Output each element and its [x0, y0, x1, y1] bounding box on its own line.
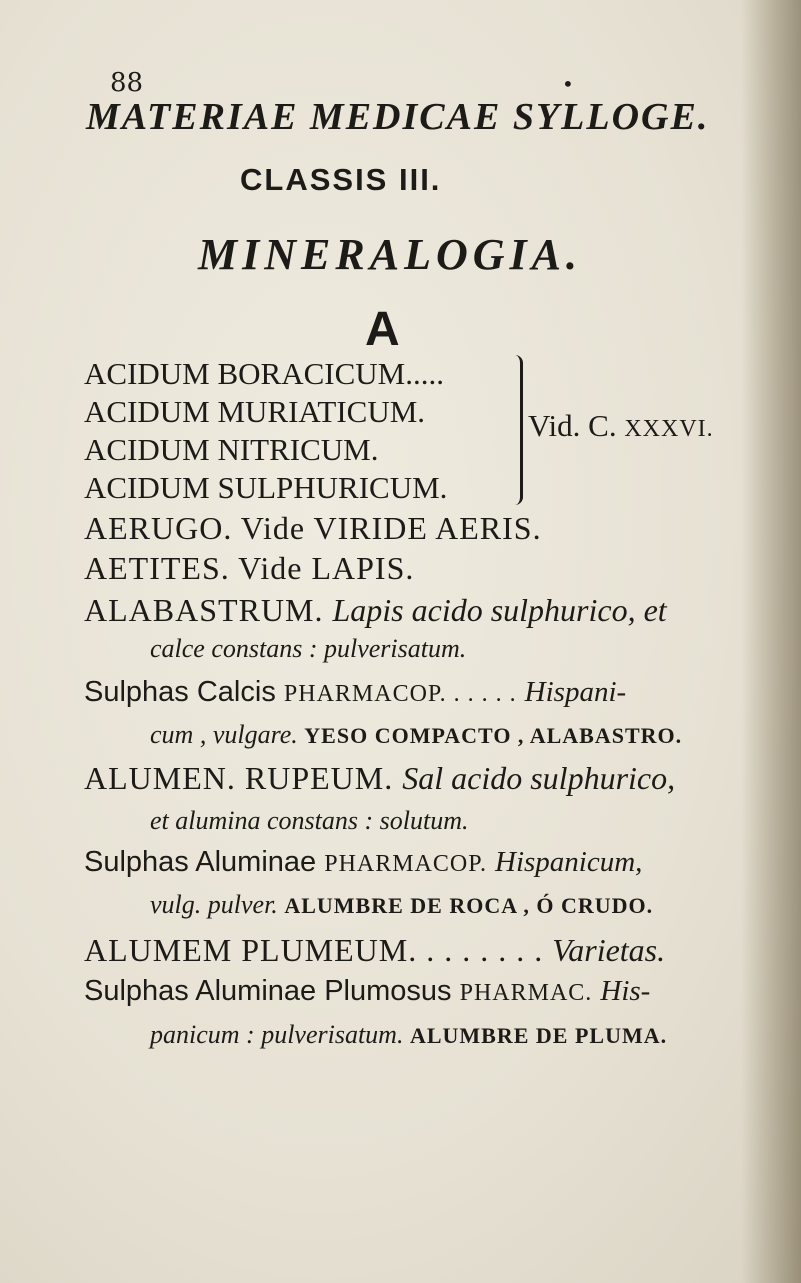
running-head: MATERIAE MEDICAE SYLLOGE.	[86, 96, 710, 138]
alumen-desc-line2	[150, 806, 469, 836]
alumen-hisp: Hispanicum,	[495, 846, 643, 878]
acid-item-sulphuricum: ACIDUM SULPHURICUM.	[84, 470, 448, 505]
entry-aetites: AETITES. Vide LAPIS.	[84, 550, 415, 586]
acid-item-nitricum: ACIDUM NITRICUM.	[84, 432, 379, 467]
alumem-pharm: PHARMAC.	[459, 980, 593, 1006]
alumen-spanish-name: ALUMBRE DE ROCA , Ó CRUDO.	[284, 893, 654, 918]
alumen-vulgare: vulg. pulver.	[150, 890, 278, 919]
alabastrum-latin: Sulphas Calcis	[84, 676, 276, 708]
alabastrum-head: ALABASTRUM.	[84, 592, 324, 628]
acid-item-boracicum: ACIDUM BORACICUM.....	[84, 356, 444, 391]
alumem-head: ALUMEM PLUMEUM. . . . . . . .	[84, 932, 544, 968]
alumem-synonyms	[84, 975, 650, 1008]
alumem-variant: Varietas.	[552, 932, 666, 968]
entry-alumem-plumeum	[84, 932, 665, 969]
alumen-synonyms-line2	[150, 890, 653, 920]
alumen-pharm: PHARMACOP.	[324, 851, 487, 877]
alabastrum-desc-2: calce constans : pulverisatum.	[150, 634, 467, 663]
alumem-hisp: His-	[600, 975, 651, 1007]
reference-prefix: Vid. C.	[528, 408, 617, 443]
page-mark: •	[562, 72, 574, 96]
alumem-latin: Sulphas Aluminae Plumosus	[84, 975, 452, 1007]
alabastrum-pharm: PHARMACOP. . . . . .	[283, 681, 517, 707]
acid-item-muriaticum: ACIDUM MURIATICUM.	[84, 394, 426, 429]
grouping-brace	[510, 355, 523, 505]
alumen-synonyms	[84, 846, 642, 879]
subject-heading: MINERALOGIA.	[198, 230, 582, 279]
alumen-head: ALUMEN. RUPEUM.	[84, 760, 394, 796]
alabastrum-desc-line2	[150, 634, 466, 664]
alabastrum-synonyms	[84, 676, 626, 709]
cross-reference	[528, 408, 714, 444]
section-letter: A	[365, 303, 400, 356]
entry-alumen	[84, 760, 675, 797]
alabastrum-vulgare: cum , vulgare.	[150, 720, 298, 749]
class-heading: CLASSIS III.	[240, 162, 442, 197]
alabastrum-synonyms-line2	[150, 720, 682, 750]
entry-alabastrum	[84, 592, 667, 629]
entry-aerugo: AERUGO. Vide VIRIDE AERIS.	[84, 510, 542, 546]
reference-chapter: XXXVI.	[624, 416, 714, 442]
alumen-latin: Sulphas Aluminae	[84, 846, 317, 878]
alumem-spanish-name: ALUMBRE DE PLUMA.	[409, 1023, 668, 1048]
alabastrum-hisp: Hispani-	[524, 676, 627, 708]
page-number: 88	[110, 68, 144, 98]
alumem-pulverisatum: panicum : pulverisatum.	[150, 1020, 404, 1049]
page-edge-shadow	[741, 0, 801, 1283]
alabastrum-spanish-name: YESO COMPACTO , ALABASTRO.	[304, 723, 683, 748]
alabastrum-desc-1: Lapis acido sulphurico, et	[332, 592, 667, 628]
alumem-synonyms-line2	[150, 1020, 667, 1050]
alumen-desc-2: et alumina constans : solutum.	[150, 806, 469, 835]
alumen-desc-1: Sal acido sulphurico,	[402, 760, 676, 796]
